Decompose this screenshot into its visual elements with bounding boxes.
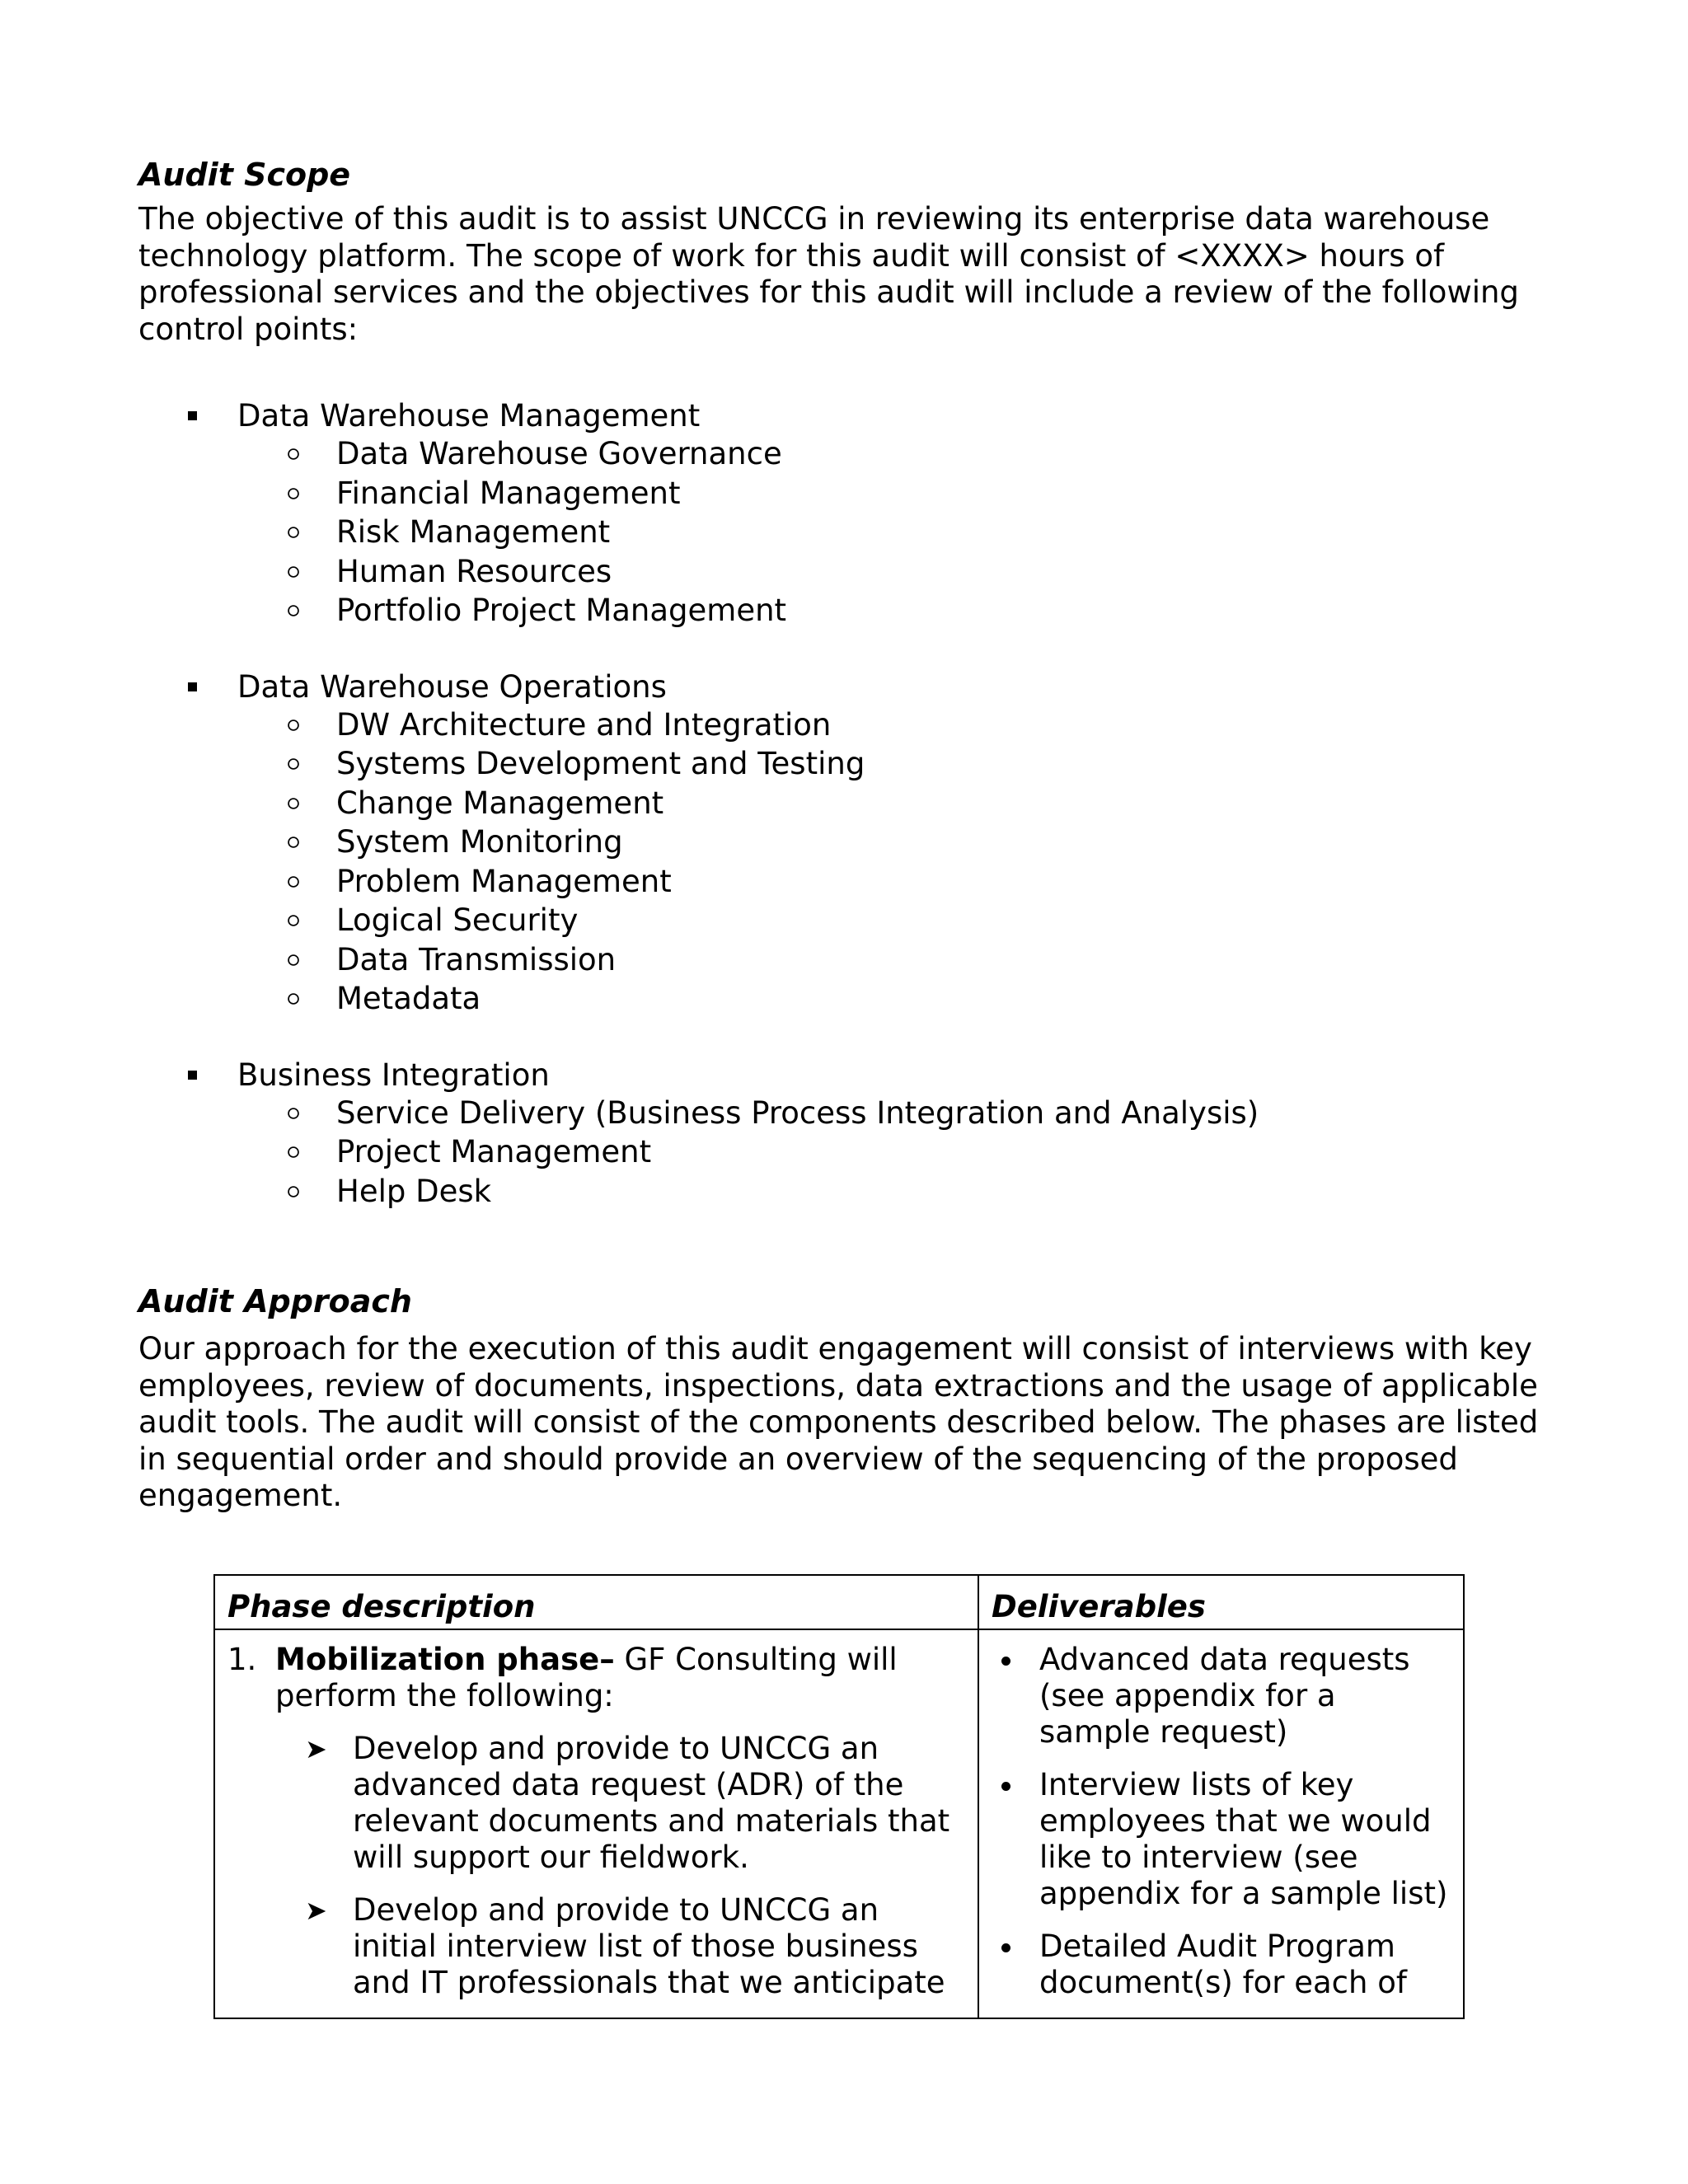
circle-bullet-icon (288, 527, 299, 538)
dot-bullet-icon (1001, 1657, 1010, 1666)
deliverables-cell (978, 1629, 1464, 2018)
table-row (214, 1629, 1464, 2018)
list-item: Portfolio Project Management (138, 591, 1556, 630)
group-title: Business Integration (237, 1057, 550, 1093)
phase-item (227, 1642, 965, 1714)
list-item: Change Management (138, 784, 1556, 823)
phase-intro: GF Consulting will perform the following: (275, 1642, 898, 1713)
sub-list (237, 1094, 1556, 1212)
group-title: Data Warehouse Management (237, 398, 701, 434)
square-bullet-icon (188, 411, 197, 420)
list-item: DW Architecture and Integration (138, 705, 1556, 745)
list-item: Problem Management (138, 862, 1556, 902)
dot-bullet-icon (1001, 1943, 1010, 1952)
deliverable-item: Advanced data requests (see appendix for a sample request) (992, 1642, 1451, 1750)
list-item: Systems Development and Testing (138, 744, 1556, 784)
circle-bullet-icon (288, 605, 299, 616)
phase-table (213, 1574, 1465, 2019)
circle-bullet-icon (288, 1146, 299, 1158)
phase-description-cell (214, 1629, 978, 2018)
list-item: Financial Management (138, 474, 1556, 513)
circle-bullet-icon (288, 876, 299, 888)
control-points-list (138, 397, 1556, 1211)
arrow-bullet-icon: ➤ (305, 1733, 327, 1765)
phase-number: 1. (227, 1642, 257, 1677)
circle-bullet-icon (288, 448, 299, 460)
dot-bullet-icon (1001, 1782, 1010, 1791)
list-item: Data Warehouse Governance (138, 434, 1556, 474)
audit-approach-paragraph: Our approach for the execution of this audit engagement will consist of interviews with key employees, review of documents, inspections, data extractions and the usage of applicable audit tools. The audit will consist of the components described below. The phases are listed in sequential order and should provide an overview of the sequencing of the proposed engagement. (138, 1331, 1539, 1513)
arrow-bullet-icon: ➤ (305, 1895, 327, 1926)
deliverables-header: Deliverables (978, 1575, 1464, 1629)
sub-list (237, 705, 1556, 1019)
list-item: Logical Security (138, 901, 1556, 940)
circle-bullet-icon (288, 719, 299, 731)
circle-bullet-icon (288, 566, 299, 578)
phase-step: ➤ Develop and provide to UNCCG an initial interview list of those business and IT professionals that we anticipate (305, 1892, 945, 2000)
sub-list (237, 434, 1556, 630)
circle-bullet-icon (288, 954, 299, 966)
circle-bullet-icon (288, 798, 299, 809)
circle-bullet-icon (288, 488, 299, 499)
list-item: Service Delivery (Business Process Integration and Analysis) (138, 1094, 1556, 1133)
list-item: Metadata (138, 979, 1556, 1019)
circle-bullet-icon (288, 993, 299, 1005)
control-point-group (138, 397, 1556, 630)
phase-step: ➤ Develop and provide to UNCCG an advanced data request (ADR) of the relevant documents and materials that will support our fieldwork. (305, 1731, 950, 1875)
document-page (138, 148, 1556, 2000)
list-item: System Monitoring (138, 823, 1556, 862)
circle-bullet-icon (288, 1108, 299, 1119)
control-point-group (138, 1057, 1556, 1212)
circle-bullet-icon (288, 1186, 299, 1197)
control-point-group (138, 668, 1556, 1019)
square-bullet-icon (188, 1071, 197, 1080)
phase-description-header: Phase description (214, 1575, 978, 1629)
table-header-row (214, 1575, 1464, 1629)
audit-scope-paragraph: The objective of this audit is to assist UNCCG in reviewing its enterprise data warehouse technology platform. The scope of work for this audit will consist of <XXXX> hours of professional services and the objectives for this audit will include a review of the following control points: (138, 201, 1519, 347)
circle-bullet-icon (288, 758, 299, 770)
square-bullet-icon (188, 682, 197, 691)
list-item: Help Desk (138, 1172, 1556, 1212)
audit-scope-heading: Audit Scope (138, 157, 351, 193)
circle-bullet-icon (288, 837, 299, 848)
deliverable-item: Detailed Audit Program document(s) for each of (992, 1929, 1451, 2001)
list-item: Risk Management (138, 513, 1556, 552)
phase-title: Mobilization phase– (275, 1642, 615, 1677)
audit-approach-heading: Audit Approach (138, 1283, 412, 1319)
list-item: Project Management (138, 1132, 1556, 1172)
group-title: Data Warehouse Operations (237, 668, 667, 705)
deliverable-item: Interview lists of key employees that we would like to interview (see appendix for a sample list) (992, 1767, 1451, 1912)
list-item: Data Transmission (138, 940, 1556, 980)
circle-bullet-icon (288, 915, 299, 926)
list-item: Human Resources (138, 552, 1556, 592)
